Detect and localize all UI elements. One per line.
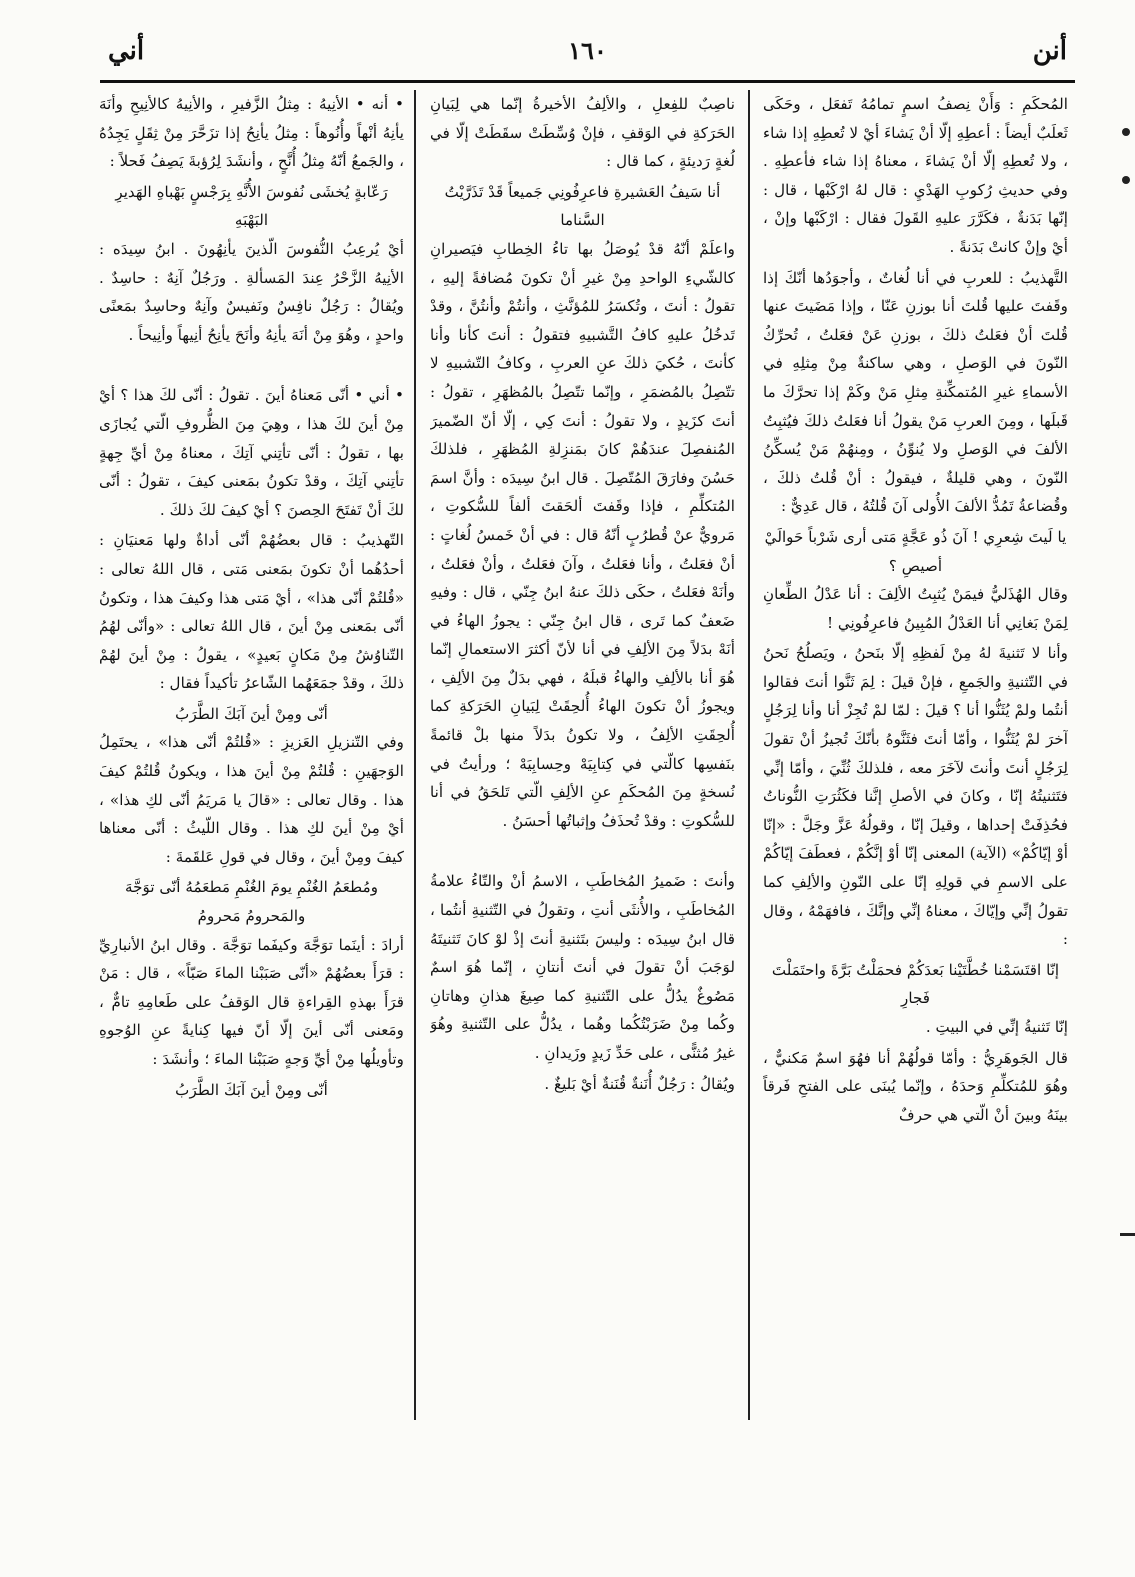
entry-paragraph: قال الجَوهَرِيُّ : وأمّا قولُهُمْ أنا فهُوَ اسمٌ مَكنيٌّ ، وهُوَ للمُتكلِّمِ وَحدَهُ ، وإنّما يُبنَى على الفتحِ فَرقاً بينَهُ وبينَ أنْ الّتي هي حرفٌ [763,1048,1068,1124]
headword-right: أنن [1032,36,1067,66]
column-left [99,90,404,1420]
entry-paragraph: وقال الهُذَليُّ فيمَنْ يُثبِتُ الألِفَ : أنا عَدْلُ الطِّعانِ لِمَنْ بَغانِي أنا العَدْلُ المُبِينُ فاعرِفُونِي ! [763,585,1068,632]
spacer [99,351,404,381]
entry-paragraph: واعلَمْ أنّهُ قدْ يُوصَلُ بها تاءُ الخِطابِ فيَصيرانِ كالشّيءِ الواحدِ مِنْ غيرِ أنْ تكونَ مُضافةً إليهِ ، تقولُ : أنتَ ، وتُكسَرُ للمُؤنَّثِ ، وأنتُمْ وأنتُنَّ ، وقدْ تَدخُلُ عليهِ كافُ التَّشبيهِ فتقولُ : أنتَ كأنا وأنا كأنتَ ، حُكيَ ذلكَ عنِ العربِ ، وكافُ التّشبيهِ لا تتّصِلُ بالمُضمَرِ ، وإنّما تتّصِلُ بالمُظهَرِ ، تقولُ : أنتَ كزَيدٍ ، ولا تقولُ : أنتَ كِي ، إلّا أنّ الضّميرَ المُنفصِلَ عندَهُمْ كانَ بمَنزِلةِ المُظهَرِ ، فلذلكَ حَسُنَ وفارَقَ المُتّصِلَ . قال ابنُ سِيدَه : وأنَّ اسمَ المُتكلِّمِ ، فإذا وقَفتَ ألحَقتَ ألفاً للسُّكوتِ ، مَرويٌّ عنْ قُطرُبٍ أنّهُ قال : في أنْ خَمسُ لُغاتٍ : أنْ فعَلتُ ، وأنا فعَلتُ ، وآنَ فعَلتُ ، وأنْ فعَلتُ ، وأنَهْ فعَلتُ ، حكَى ذلكَ عنهُ ابنُ جِنّي ، قال : وفيهِ ضَعفٌ كما تَرى ، قال ابنُ جِنّي : يجوزُ الهاءُ في أنَهْ بدَلاً مِنَ الألِفِ في أنا لأنّ أكثرَ الاستعمالِ إنّما هُوَ أنا بالألِفِ والهاءُ قبلَهُ ، فهي بدَلٌ مِنَ الألِفِ ، ويجوزُ أنْ تكونَ الهاءُ أُلحِقَتْ لِبَيانِ الحَرَكةِ كما أُلحِقَتِ الألِفُ ، ولا تكونُ بدَلاً منها بلْ قائمةً بنَفسِها كالّتي في كِتابِيَهْ وحِسابِيَهْ ؛ ورأيتُ في نُسخةٍ مِنَ المُحكَمِ عنِ الألِفِ الّتي تَلحَقُ في أنا للسُّكوتِ : وقدْ تُحذَفُ وإثباتُها أحسَنُ . [430,239,735,830]
entry-paragraph: ويُقالُ : رَجُلٌ أُنَنةٌ قُنَنةٌ أيْ بَليغٌ . [544,1074,735,1093]
column-divider [748,90,750,1420]
entry-paragraph: • أنه • الأنِيهُ : مِثلُ الزَّفيرِ ، والأنِيهُ كالأنِيحِ وأنَهَ يأنِهُ أنْهاً وأُنُوهاً : مِثلُ يأنِحُ إذا تزَحَّرَ مِنْ ثِقَلٍ يَجِدُهُ ، والجَمعُ أنّهُ مِثلُ أُنَّحٍ ، وأنشَدَ لِرُؤبةَ يَصِفُ فَحلاً : [99,95,404,171]
verse: أنا سَيفُ العَشيرةِ فاعرِفُونِي جَميعاً قَدْ تَذَرَّيْتُ السَّناما [444,182,721,230]
page-number: ١٦٠ [568,36,607,65]
column-right [763,90,1068,1420]
entry-paragraph: التّهذيبُ : قال بعضُهُمْ أنّى أداةٌ ولها مَعنيَانِ : أحدُهُما أنْ تكونَ بمَعنى مَتى ، قال اللهُ تعالى : «قُلتُمْ أنّى هذا» ، أيْ مَتى هذا وكيفَ هذا ، وتكونُ أنّى بمَعنى مِنْ أينَ ، قال اللهُ تعالى : «وأنّى لهُمُ التّناوُشُ مِنْ مَكانٍ بَعيدٍ» ، يقولُ : مِنْ أينَ لهُمْ ذلكَ ، وقدْ جمَعَهُما الشّاعرُ تأكيداً فقال : [99,531,404,693]
entry-paragraph: المُحكَمِ : وَأَنْ نِصفُ اسمٍ تمامُهُ تَفعَل ، وحَكَى ثَعلَبٌ أيضاً : أعطِهِ إلّا أنْ يَشاءَ أيْ لا تُعطِهِ إذا شاء ، ولا تُعطِهِ إلّا أنْ يَشاءَ ، معناهُ إذا شاء فأعطِهِ . وفي حديثِ رُكوبِ الهَدْيِ : قال لهُ ارْكَبْها ، قال : إنّها بَدَنةٌ ، فكَرَّرَ عليهِ القَولَ فقال : ارْكَبْها وإنْ ، أيْ وإنْ كانتْ بَدَنةً . [763,95,1068,256]
entry-paragraph: وأنتَ : ضَميرُ المُخاطَبِ ، الاسمُ أنْ والتّاءُ علامةُ المُخاطَبِ ، والأُنثَى أنتِ ، وتقولُ في التّثنيةِ أنتُما ، قال ابنُ سِيدَه : وليسَ بتَثنيةِ أنتَ إذْ لوْ كانَ تَثنيتَهُ لوَجَبَ أنْ تقولَ في أنتَ أنتانِ ، إنّما هُوَ اسمٌ مَصُوغٌ يدُلُّ على التّثنيةِ كما صِيغَ هذانِ وهاتانِ وكُما مِنْ ضَرَبْتُكُما وهُما ، يدُلُّ على التّثنيةِ وهُوَ غيرُ مُثنًّى ، على حَدِّ زَيدٍ وزَيدانِ . [430,872,735,1062]
spacer [430,837,735,867]
verse: إنّا اقتَسَمْنا خُطَّتَيْنا بَعدَكُمْ فحمَلْتُ بَرَّةَ واحتَمَلْتَ فَجارِ [771,960,1060,1008]
entry-paragraph: أيْ يُرعِبُ النُّفوسَ الّذينَ يأنِهُونَ . ابنُ سِيدَه : الأنِيهُ الزَّحْرُ عِندَ المَسألةِ . ورَجُلٌ آنِهٌ : حاسِدٌ . ويُقالُ : رَجُلٌ نافِسٌ ونَفيسٌ وآنِهٌ وحاسِدٌ بمَعنًى واحدٍ ، وهُوَ مِنْ أنَهَ يأنِهُ وأنَحَ يأنِحُ أنِيهاً وأنِيحاً . [99,239,404,344]
column-divider [414,90,416,1420]
verse: أنّى ومِنْ أينَ آبَكَ الطَّرَبُ [175,704,328,723]
entry-paragraph: إنّا تَثنيةُ إنِّي في البيتِ . [925,1018,1068,1036]
header-rule [100,80,1075,83]
verse: أنّى ومِنْ أينَ آبَكَ الطَّرَبُ [175,1080,328,1099]
page-header [100,36,1075,74]
margin-dot [1122,128,1130,136]
entry-paragraph: التَّهذيبُ : للعربِ في أنا لُغاتٌ ، وأجوَدُها أنّكَ إذا وقَفتَ عليها قُلتَ أنا بوزنِ عَنّا ، وإذا مَضَيتَ عنها قُلتَ أنْ فعَلتُ ذلكَ ، بوزنِ عَنْ فعَلتُ ، تُحرِّكُ النّونَ في الوَصلِ ، وهي ساكنةٌ مِنْ مِثلِهِ في الأسماءِ غيرِ المُتمكِّنةِ مِثلِ مَنْ وكَمْ إذا تحرَّكَ ما قَبلَها ، ومِنَ العربِ مَنْ يقولُ أنا فعَلتُ ذلكَ فيُثبِتُ الألفَ في الوَصلِ ولا يُنوِّنُ ، ومِنهُمْ مَنْ يُسكِّنُ النّونَ ، وهي قليلةٌ ، فيقولُ : أنْ قُلتُ ذلكَ ، وقُضاعةُ تَمُدُّ الألفَ الأُولى آنَ قُلتُهُ ، قال عَدِيٌّ : [763,268,1068,516]
entry-paragraph: أرادَ : أينَما توَجَّهَ وكيفَما توَجَّهَ . وقال ابنُ الأنبارِيِّ : قرَأَ بعضُهُمْ «أنّى صَبَبْنا الماءَ صَبّاً» ، قال : مَنْ قرَأَ بهذهِ القِراءةِ قال الوَقفُ على طَعامِهِ تامٌّ ، ومَعنى أنّى أينَ إلّا أنّ فيها كِنايةً عنِ الوُجوهِ وتأويلُها مِنْ أيِّ وَجهٍ صَبَبْنا الماءَ ؛ وأنشَدَ : [99,935,404,1068]
margin-tick [1120,1233,1135,1236]
verse: ومُطعَمُ الغُنْمِ يومَ الغُنْمِ مَطعَمُهُ أنّى توَجَّهَ والمَحرومُ مَحرومُ [124,878,379,926]
verse: رَعّابةٍ يُخشَى نُفوسَ الأُنَّهِ بِرَجْسٍ بَهْباهِ الهَديرِ البَهْبَهِ [115,182,388,230]
margin-dot [1122,176,1130,184]
entry-paragraph: • أني • أنّى مَعناهُ أينَ . تقولُ : أنّى لكَ هذا ؟ أيْ مِنْ أينَ لكَ هذا ، وهِيَ مِنَ الظُّروفِ الّتي يُجازَى بها ، تقولُ : أنّى تأتِني آتِكَ ، معناهُ مِنْ أيِّ جِهةٍ تأتِني آتِكَ ، وقدْ تكونُ بمَعنى كيفَ ، تقولُ : أنّى لكَ أنْ تَفتَحَ الحِصنَ ؟ أيْ كيفَ لكَ ذلكَ . [99,386,404,519]
column-middle [430,90,735,1420]
entry-paragraph: ناصِبٌ للفِعلِ ، والألِفُ الأخيرةُ إنّما هي لِبَيانِ الحَرَكةِ في الوَقفِ ، فإنْ وُسِّطَتْ سقَطَتْ إلّا في لُغةٍ رَديئةٍ ، كما قال : [430,95,735,171]
verse: يا لَيتَ شِعرِي ! آنَ ذُو عَجَّةٍ مَتى أرى شَرْباً حَوالَيْ أصيصِ ؟ [764,527,1067,575]
headword-left: أني [108,36,145,66]
entry-paragraph: وأنا لا تَثنيةَ لهُ مِنْ لَفظِهِ إلّا بنَحنُ ، ويَصلُحُ نَحنُ في التّثنيةِ والجَمعِ ، فإنْ قيلَ : لِمَ ثَنَّوا أنتَ فقالوا أنتُما ولمْ يُثَنُّوا أنا ؟ قيلَ : لمّا لمْ تُجِزْ أنا وأنا لِرَجُلٍ آخرَ لمْ يُثَنُّوا ، وأمّا أنتَ فثَنَّوهُ بأنّكَ تُجيزُ أنْ تقولَ لِرَجُلٍ أنتَ وأنتَ لآخَرَ معه ، فلذلكَ ثُنِّيَ ، وأمّا إنِّي فتَثنيتُهُ إنّا ، وكانَ في الأصلِ إنَّنا فكَثُرَتِ النُّوناتُ فحُذِفَتْ إحداها ، وقيلَ إنّا ، وقولُهُ عَزَّ وجَلَّ : «إنّا أوْ إيّاكُمْ» (الآية) المعنى إنّا أوْ إنَّكُمْ ، فعطَفَ إيّاكُمْ على الاسمِ في قولِهِ إنّا على النّونِ والألِفِ كما تقولُ إنِّي وإيّاكَ ، معناهُ إنِّي وإنَّكَ ، فافهَمْهُ ، وقال : [763,644,1068,949]
entry-paragraph: وفي التّنزيلِ العَزيزِ : «قُلتُمْ أنّى هذا» ، يحتَمِلُ الوَجهَينِ : قُلتُمْ مِنْ أينَ هذا ، ويكونُ قُلتُمْ كيفَ هذا . وقال تعالى : «قالَ يا مَريَمُ أنّى لكِ هذا» ، أيْ مِنْ أينَ لكِ هذا . وقال اللّيثُ : أنّى معناها كيفَ ومِنْ أينَ ، وقال في قولِ عَلقَمةَ : [99,733,404,866]
